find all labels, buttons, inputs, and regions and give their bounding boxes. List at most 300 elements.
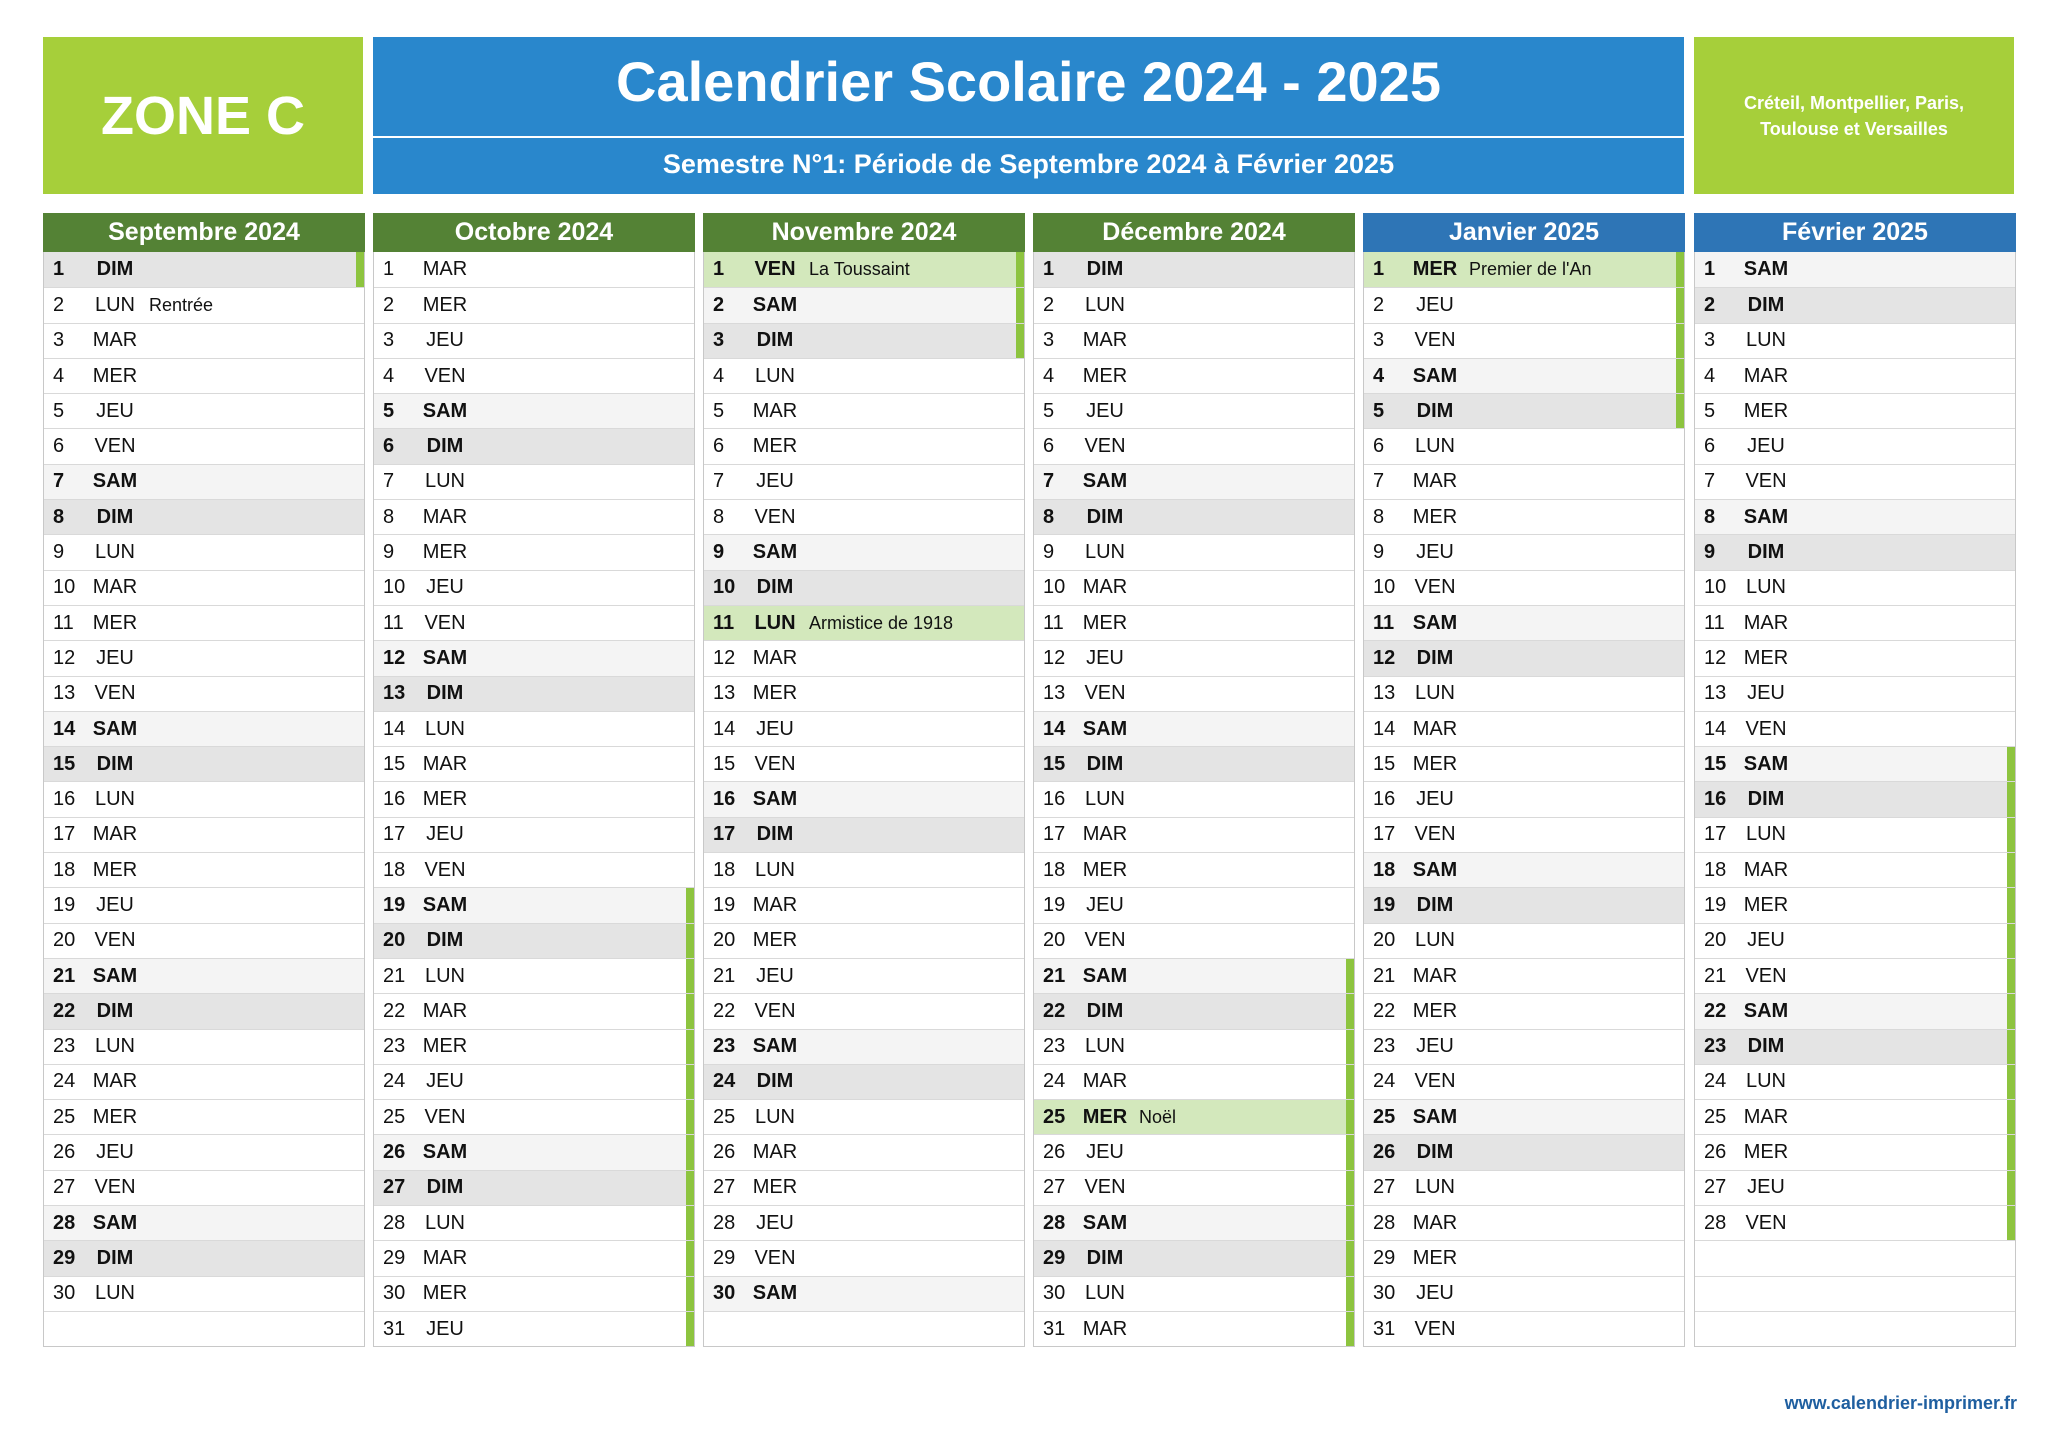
day-number: 11 — [713, 611, 735, 634]
day-row — [1034, 817, 1354, 852]
day-name: DIM — [1747, 541, 1785, 564]
day-number: 14 — [383, 717, 406, 740]
day-row — [44, 534, 364, 569]
day-name: DIM — [96, 752, 134, 775]
day-name: LUN — [1745, 823, 1786, 846]
day-number: 9 — [1043, 541, 1055, 564]
day-row — [44, 923, 364, 958]
day-number: 15 — [383, 752, 406, 775]
day-row — [1364, 958, 1684, 993]
day-name: MER — [752, 929, 798, 952]
day-name: LUN — [1084, 1035, 1125, 1058]
day-name: JEU — [426, 329, 464, 352]
day-name: LUN — [1745, 576, 1786, 599]
day-row — [44, 781, 364, 816]
day-name: SAM — [1412, 858, 1458, 881]
day-name: VEN — [94, 682, 136, 705]
day-number: 3 — [1704, 329, 1716, 352]
day-number: 30 — [53, 1282, 76, 1305]
website-link[interactable]: www.calendrier-imprimer.fr — [1784, 1393, 2017, 1413]
day-row — [374, 1240, 694, 1275]
day-number: 9 — [53, 541, 65, 564]
day-number: 21 — [53, 964, 76, 987]
day-name: DIM — [1747, 1035, 1785, 1058]
day-number: 18 — [1704, 858, 1727, 881]
day-row — [704, 640, 1024, 675]
day-row — [44, 1205, 364, 1240]
day-row — [374, 252, 694, 287]
day-row — [1695, 323, 2015, 358]
day-row — [1034, 534, 1354, 569]
day-number: 6 — [1043, 435, 1055, 458]
day-name: SAM — [752, 1035, 798, 1058]
day-name: SAM — [1082, 1211, 1128, 1234]
day-row — [374, 1099, 694, 1134]
day-number: 20 — [1043, 929, 1066, 952]
day-number: 5 — [1043, 399, 1055, 422]
zone-label: ZONE C — [43, 37, 363, 194]
day-number: 6 — [53, 435, 65, 458]
day-name: VEN — [754, 1246, 796, 1269]
day-number: 14 — [1704, 717, 1727, 740]
day-name: SAM — [752, 788, 798, 811]
day-name: JEU — [1747, 1176, 1785, 1199]
day-row — [44, 464, 364, 499]
month-column — [1694, 213, 2016, 1347]
day-row — [1034, 852, 1354, 887]
day-name: MAR — [422, 999, 468, 1022]
day-number: 28 — [383, 1211, 406, 1234]
day-row — [374, 499, 694, 534]
day-row — [1034, 499, 1354, 534]
day-number: 25 — [383, 1105, 406, 1128]
day-name: VEN — [1084, 435, 1126, 458]
day-name: JEU — [1086, 399, 1124, 422]
day-row — [1364, 464, 1684, 499]
day-number: 16 — [1373, 788, 1396, 811]
day-number: 31 — [383, 1317, 406, 1340]
empty-row — [44, 1311, 364, 1346]
day-number: 18 — [1043, 858, 1066, 881]
day-row — [1695, 781, 2015, 816]
day-name: SAM — [1743, 752, 1789, 775]
day-row — [704, 428, 1024, 463]
day-name: JEU — [1747, 682, 1785, 705]
day-number: 29 — [383, 1246, 406, 1269]
day-number: 15 — [713, 752, 736, 775]
day-name: JEU — [1747, 929, 1785, 952]
day-name: DIM — [1416, 646, 1454, 669]
day-row — [1695, 640, 2015, 675]
day-number: 4 — [713, 364, 725, 387]
day-row — [1034, 1311, 1354, 1346]
day-number: 6 — [1704, 435, 1716, 458]
day-name: DIM — [426, 929, 464, 952]
day-number: 27 — [1373, 1176, 1396, 1199]
day-name: VEN — [94, 929, 136, 952]
day-row — [1034, 393, 1354, 428]
day-number: 28 — [1704, 1211, 1727, 1234]
day-number: 26 — [713, 1141, 736, 1164]
day-number: 5 — [53, 399, 65, 422]
day-number: 29 — [713, 1246, 736, 1269]
day-row — [1695, 570, 2015, 605]
empty-row — [1695, 1240, 2015, 1275]
day-number: 4 — [1704, 364, 1716, 387]
day-row — [1364, 711, 1684, 746]
day-number: 11 — [383, 611, 404, 634]
day-row — [44, 852, 364, 887]
day-name: DIM — [1086, 505, 1124, 528]
day-row — [1364, 287, 1684, 322]
day-number: 9 — [713, 541, 725, 564]
day-row — [1034, 428, 1354, 463]
day-name: LUN — [1084, 293, 1125, 316]
day-row — [374, 605, 694, 640]
day-name: LUN — [94, 541, 135, 564]
day-number: 20 — [1704, 929, 1727, 952]
day-row — [1364, 817, 1684, 852]
day-name: JEU — [756, 964, 794, 987]
day-row — [1364, 1099, 1684, 1134]
day-number: 23 — [53, 1035, 76, 1058]
day-number: 12 — [1373, 646, 1396, 669]
empty-row — [1695, 1311, 2015, 1346]
page-title: Calendrier Scolaire 2024 - 2025 — [616, 50, 1441, 113]
day-number: 28 — [1043, 1211, 1066, 1234]
day-row — [1034, 1064, 1354, 1099]
day-name: LUN — [424, 470, 465, 493]
month-column — [1033, 213, 1355, 1347]
day-name: JEU — [756, 1211, 794, 1234]
day-row — [1034, 287, 1354, 322]
day-number: 7 — [1043, 470, 1055, 493]
day-number: 12 — [53, 646, 76, 669]
day-name: VEN — [1414, 1317, 1456, 1340]
day-name: LUN — [424, 964, 465, 987]
day-number: 15 — [1043, 752, 1066, 775]
month-header: Septembre 2024 — [43, 213, 365, 252]
day-number: 9 — [1704, 541, 1716, 564]
day-name: JEU — [1086, 893, 1124, 916]
day-number: 24 — [53, 1070, 76, 1093]
day-name: DIM — [1416, 399, 1454, 422]
day-name: MER — [1743, 399, 1789, 422]
day-row — [1034, 1240, 1354, 1275]
day-row — [1034, 570, 1354, 605]
day-name: MAR — [422, 752, 468, 775]
day-number: 25 — [713, 1105, 736, 1128]
day-number: 3 — [383, 329, 395, 352]
day-number: 11 — [53, 611, 74, 634]
day-number: 14 — [53, 717, 76, 740]
day-row — [44, 746, 364, 781]
day-name: MAR — [1082, 823, 1128, 846]
day-name: LUN — [1084, 788, 1125, 811]
day-name: MAR — [752, 1141, 798, 1164]
day-row — [374, 1276, 694, 1311]
day-name: JEU — [1416, 788, 1454, 811]
day-number: 5 — [383, 399, 395, 422]
day-number: 20 — [383, 929, 406, 952]
day-note: Noël — [1139, 1106, 1177, 1127]
day-name: JEU — [426, 576, 464, 599]
day-name: SAM — [92, 1211, 138, 1234]
day-number: 30 — [1373, 1282, 1396, 1305]
day-row — [1364, 923, 1684, 958]
day-number: 3 — [1043, 329, 1055, 352]
day-row — [1034, 358, 1354, 393]
day-row — [704, 1134, 1024, 1169]
day-number: 26 — [1704, 1141, 1727, 1164]
day-number: 28 — [713, 1211, 736, 1234]
day-row — [44, 499, 364, 534]
day-name: DIM — [1416, 1141, 1454, 1164]
day-row — [1364, 746, 1684, 781]
day-row — [1695, 958, 2015, 993]
day-row — [1364, 887, 1684, 922]
day-row — [704, 287, 1024, 322]
day-row — [44, 323, 364, 358]
day-row — [1364, 1311, 1684, 1346]
day-number: 21 — [713, 964, 736, 987]
day-number: 1 — [53, 258, 65, 281]
day-number: 4 — [1043, 364, 1055, 387]
day-name: LUN — [1745, 1070, 1786, 1093]
day-row — [1364, 1240, 1684, 1275]
day-number: 10 — [383, 576, 406, 599]
day-name: SAM — [752, 541, 798, 564]
day-name: VEN — [1745, 1211, 1787, 1234]
day-number: 14 — [1373, 717, 1396, 740]
day-number: 8 — [383, 505, 395, 528]
day-number: 7 — [1704, 470, 1716, 493]
day-name: JEU — [1747, 435, 1785, 458]
day-number: 17 — [53, 823, 76, 846]
day-row — [1695, 464, 2015, 499]
day-row — [1364, 781, 1684, 816]
day-name: SAM — [1082, 470, 1128, 493]
day-name: SAM — [752, 1282, 798, 1305]
day-row — [1034, 993, 1354, 1028]
day-row — [1695, 852, 2015, 887]
day-name: MER — [1412, 999, 1458, 1022]
day-number: 6 — [713, 435, 725, 458]
day-name: MAR — [422, 258, 468, 281]
day-name: MER — [92, 611, 138, 634]
day-name: JEU — [1086, 646, 1124, 669]
day-name: VEN — [1745, 964, 1787, 987]
day-row — [1364, 570, 1684, 605]
day-row — [374, 358, 694, 393]
day-name: VEN — [1414, 823, 1456, 846]
day-number: 20 — [1373, 929, 1396, 952]
day-number: 10 — [1043, 576, 1066, 599]
day-name: DIM — [1086, 1246, 1124, 1269]
day-name: MAR — [1412, 717, 1458, 740]
day-number: 23 — [1373, 1035, 1396, 1058]
day-row — [1695, 746, 2015, 781]
day-number: 20 — [53, 929, 76, 952]
day-row — [374, 534, 694, 569]
day-number: 22 — [1373, 999, 1396, 1022]
day-row — [704, 1064, 1024, 1099]
month-header: Octobre 2024 — [373, 213, 695, 252]
day-name: MAR — [92, 329, 138, 352]
day-row — [1364, 1064, 1684, 1099]
day-row — [704, 464, 1024, 499]
day-name: DIM — [1747, 293, 1785, 316]
day-number: 15 — [1373, 752, 1396, 775]
day-row — [44, 887, 364, 922]
day-number: 13 — [1704, 682, 1727, 705]
day-name: MAR — [92, 1070, 138, 1093]
day-number: 24 — [1043, 1070, 1066, 1093]
day-name: MER — [422, 1035, 468, 1058]
day-row — [374, 393, 694, 428]
day-name: MER — [1412, 258, 1458, 281]
day-name: LUN — [754, 858, 795, 881]
day-name: VEN — [1414, 1070, 1456, 1093]
day-name: JEU — [1416, 1282, 1454, 1305]
day-number: 2 — [383, 293, 395, 316]
day-name: MER — [1743, 893, 1789, 916]
day-row — [374, 1064, 694, 1099]
day-row — [1034, 746, 1354, 781]
day-row — [44, 1240, 364, 1275]
day-name: DIM — [96, 999, 134, 1022]
day-name: MER — [1412, 505, 1458, 528]
day-number: 21 — [1704, 964, 1727, 987]
day-number: 17 — [383, 823, 406, 846]
day-number: 10 — [53, 576, 76, 599]
day-number: 10 — [713, 576, 736, 599]
day-name: MAR — [752, 399, 798, 422]
day-row — [374, 464, 694, 499]
day-name: SAM — [92, 964, 138, 987]
day-row — [1695, 428, 2015, 463]
day-row — [1364, 252, 1684, 287]
day-name: LUN — [424, 717, 465, 740]
day-row — [1695, 499, 2015, 534]
day-name: DIM — [96, 258, 134, 281]
day-name: VEN — [754, 752, 796, 775]
day-name: DIM — [1086, 258, 1124, 281]
day-row — [374, 676, 694, 711]
day-row — [44, 358, 364, 393]
day-name: SAM — [1082, 964, 1128, 987]
day-name: VEN — [424, 364, 466, 387]
day-row — [1034, 464, 1354, 499]
day-row — [374, 640, 694, 675]
day-name: SAM — [1412, 364, 1458, 387]
day-row — [374, 287, 694, 322]
empty-row — [1695, 1276, 2015, 1311]
day-row — [374, 1311, 694, 1346]
day-name: VEN — [1745, 470, 1787, 493]
day-number: 30 — [1043, 1282, 1066, 1305]
day-name: MAR — [752, 646, 798, 669]
day-row — [1695, 1029, 2015, 1064]
day-row — [1364, 358, 1684, 393]
day-number: 19 — [1704, 893, 1727, 916]
day-row — [704, 711, 1024, 746]
day-row — [1034, 252, 1354, 287]
day-row — [1034, 640, 1354, 675]
day-name: DIM — [756, 823, 794, 846]
day-number: 18 — [713, 858, 736, 881]
day-name: DIM — [756, 1070, 794, 1093]
day-name: VEN — [424, 1105, 466, 1128]
day-number: 26 — [383, 1141, 406, 1164]
day-row — [374, 746, 694, 781]
day-name: SAM — [92, 717, 138, 740]
day-row — [1695, 923, 2015, 958]
day-number: 25 — [1704, 1105, 1727, 1128]
day-list — [43, 252, 365, 1347]
day-number: 16 — [53, 788, 76, 811]
day-number: 18 — [53, 858, 76, 881]
day-name: LUN — [1414, 1176, 1455, 1199]
day-name: LUN — [94, 293, 135, 316]
day-row — [704, 252, 1024, 287]
day-row — [1695, 817, 2015, 852]
day-number: 19 — [1373, 893, 1396, 916]
day-row — [44, 817, 364, 852]
day-row — [704, 358, 1024, 393]
day-row — [1364, 534, 1684, 569]
day-name: JEU — [96, 893, 134, 916]
day-row — [1364, 428, 1684, 463]
day-row — [44, 570, 364, 605]
day-number: 27 — [713, 1176, 736, 1199]
day-name: LUN — [1084, 541, 1125, 564]
day-row — [1364, 605, 1684, 640]
day-number: 14 — [1043, 717, 1066, 740]
day-number: 8 — [1043, 505, 1055, 528]
day-name: MER — [1412, 1246, 1458, 1269]
day-number: 4 — [53, 364, 65, 387]
day-name: SAM — [92, 470, 138, 493]
day-row — [1034, 887, 1354, 922]
day-name: SAM — [422, 1141, 468, 1164]
day-name: LUN — [94, 1282, 135, 1305]
day-row — [374, 323, 694, 358]
day-row — [1034, 1029, 1354, 1064]
day-list — [373, 252, 695, 1347]
day-note: La Toussaint — [809, 259, 910, 280]
day-name: DIM — [1747, 788, 1785, 811]
day-list — [703, 252, 1025, 1347]
day-name: DIM — [96, 505, 134, 528]
day-number: 22 — [713, 999, 736, 1022]
day-number: 28 — [1373, 1211, 1396, 1234]
day-number: 22 — [1704, 999, 1727, 1022]
day-name: VEN — [424, 858, 466, 881]
day-note: Armistice de 1918 — [809, 612, 954, 633]
day-row — [1695, 1170, 2015, 1205]
day-name: VEN — [1414, 329, 1456, 352]
day-row — [1695, 605, 2015, 640]
day-row — [704, 1099, 1024, 1134]
month-column — [43, 213, 365, 1347]
day-name: DIM — [1086, 999, 1124, 1022]
day-number: 11 — [1373, 611, 1395, 634]
day-row — [374, 570, 694, 605]
day-number: 25 — [1043, 1105, 1066, 1128]
day-number: 1 — [383, 258, 395, 281]
day-row — [1364, 393, 1684, 428]
